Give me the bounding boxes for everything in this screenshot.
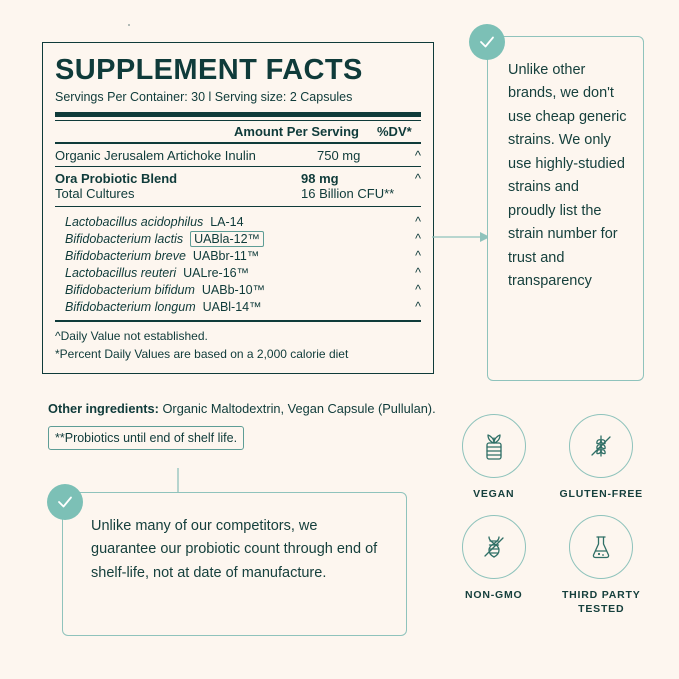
strain-row	[65, 281, 421, 298]
connector-arrow-right	[430, 225, 492, 249]
strain-name: Bifidobacterium bifidum	[65, 282, 195, 297]
badge-vegan	[444, 414, 544, 501]
ingredient-name: Organic Jerusalem Artichoke Inulin	[55, 148, 256, 164]
strain-dv: ^	[415, 248, 421, 263]
strain-dv: ^	[415, 299, 421, 314]
blend-name: Ora Probiotic Blend	[55, 171, 178, 187]
badge-non-gmo	[444, 515, 544, 616]
non-gmo-dna-icon	[462, 515, 526, 579]
strain-row	[65, 247, 421, 264]
badge-label: THIRD PARTY TESTED	[561, 589, 641, 616]
strain-code: UALre-16™	[183, 265, 250, 280]
strain-name: Lactobacillus reuteri	[65, 265, 177, 280]
total-cultures-label: Total Cultures	[55, 186, 135, 202]
strain-code-highlighted: UABla-12™	[190, 231, 264, 247]
dv-header-label: %DV*	[377, 124, 412, 140]
strain-row	[65, 264, 421, 281]
supplement-facts-panel	[42, 42, 434, 374]
check-badge-right	[469, 24, 505, 60]
strain-name: Bifidobacterium breve	[65, 248, 186, 263]
strain-name: Lactobacillus acidophilus	[65, 214, 204, 229]
check-badge-bottom	[47, 484, 83, 520]
probiotic-blend-row	[55, 167, 421, 186]
servings-text: Servings Per Container: 30 l Serving size: 2 Capsules	[55, 90, 353, 105]
strain-row	[65, 230, 421, 247]
badge-label: VEGAN	[473, 488, 515, 500]
footnote-daily-value: ^Daily Value not established.	[55, 329, 208, 344]
other-ingredients-label: Other ingredients:	[48, 401, 159, 416]
strain-list	[55, 207, 421, 320]
total-cultures-row	[55, 186, 421, 206]
strain-code: LA-14	[210, 214, 244, 229]
certification-badges	[440, 414, 655, 617]
strain-dv: ^	[415, 231, 421, 246]
strain-name: Bifidobacterium longum	[65, 299, 196, 314]
strain-code: UABbr-11™	[192, 248, 260, 263]
blend-amount: 98 mg	[301, 171, 339, 187]
ingredient-dv: ^	[414, 148, 421, 164]
check-icon	[477, 32, 497, 52]
strain-row	[65, 213, 421, 230]
strain-name: Bifidobacterium lactis	[65, 231, 184, 246]
badge-gluten-free	[551, 414, 651, 501]
footnote-percent-dv: *Percent Daily Values are based on a 2,000 calorie diet	[55, 347, 349, 362]
page-title: SUPPLEMENT FACTS	[55, 54, 363, 86]
vegan-plant-icon	[462, 414, 526, 478]
badge-label: GLUTEN-FREE	[559, 488, 643, 500]
callout-strain-transparency: Unlike other brands, we don't use cheap generic strains. We only use highly-studied strains and proudly list the strain number for trust and transparency	[487, 36, 644, 381]
decorative-dot	[128, 24, 130, 26]
strain-dv: ^	[415, 265, 421, 280]
strain-row	[65, 298, 421, 315]
other-ingredients-block	[48, 400, 440, 450]
amount-per-serving-header	[55, 121, 421, 142]
strain-code: UABb-10™	[201, 282, 266, 297]
total-cultures-amount: 16 Billion CFU**	[301, 186, 395, 202]
ingredient-amount: 750 mg	[317, 148, 361, 164]
badge-label: NON-GMO	[464, 589, 523, 602]
blend-dv: ^	[414, 171, 421, 187]
strain-code: UABl-14™	[202, 299, 262, 314]
gluten-free-wheat-icon	[569, 414, 633, 478]
check-icon	[55, 492, 75, 512]
amount-header-label: Amount Per Serving	[234, 124, 359, 140]
third-party-flask-icon	[569, 515, 633, 579]
strain-dv: ^	[415, 214, 421, 229]
probiotic-shelf-life-note: **Probiotics until end of shelf life.	[48, 426, 244, 450]
callout-shelf-life-guarantee: Unlike many of our competitors, we guarantee our probiotic count through end of shelf-life, not at date of manufacture.	[62, 492, 407, 636]
badge-third-party-tested	[551, 515, 651, 616]
other-ingredients-text: Organic Maltodextrin, Vegan Capsule (Pullulan).	[158, 401, 436, 416]
other-ingredients-line	[48, 400, 440, 419]
ingredient-row-inulin	[55, 144, 421, 166]
strain-dv: ^	[415, 282, 421, 297]
footnotes	[55, 322, 421, 365]
